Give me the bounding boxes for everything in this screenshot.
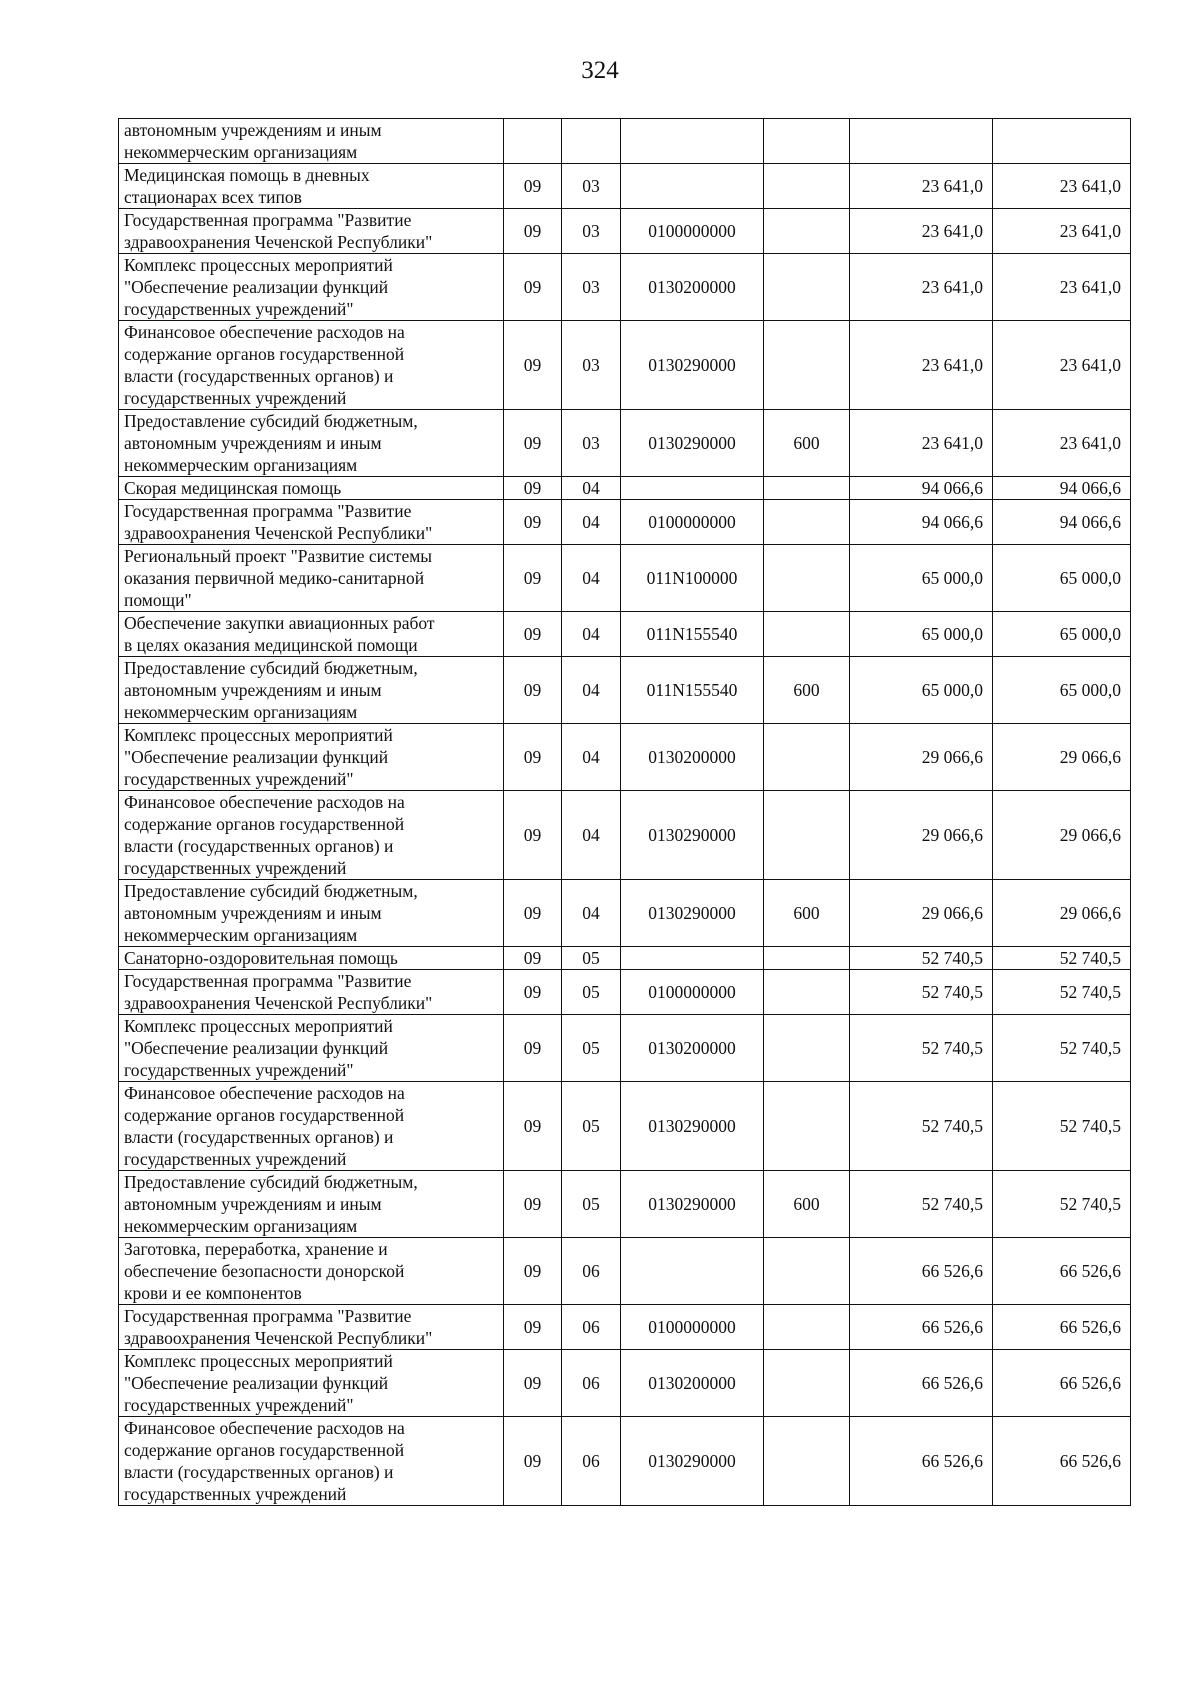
- cell-expense-type: [764, 477, 850, 500]
- cell-subsection: 04: [562, 500, 621, 545]
- cell-amount-1: 65 000,0: [850, 657, 993, 724]
- cell-section: 09: [504, 1171, 562, 1238]
- cell-section: 09: [504, 612, 562, 657]
- cell-target-article: 0130290000: [621, 791, 764, 880]
- cell-amount-2: 52 740,5: [993, 947, 1131, 970]
- cell-expense-type: [764, 321, 850, 410]
- cell-amount-2: 52 740,5: [993, 970, 1131, 1015]
- table-row: [119, 880, 1131, 947]
- cell-amount-2: 52 740,5: [993, 1082, 1131, 1171]
- cell-amount-1: 65 000,0: [850, 545, 993, 612]
- cell-target-article: 0130290000: [621, 321, 764, 410]
- table-row: [119, 545, 1131, 612]
- cell-amount-2: 66 526,6: [993, 1305, 1131, 1350]
- cell-amount-2: 23 641,0: [993, 410, 1131, 477]
- cell-expense-type: [764, 545, 850, 612]
- cell-name: Медицинская помощь в дневных стационарах всех типов: [119, 164, 504, 209]
- cell-subsection: 05: [562, 1171, 621, 1238]
- cell-expense-type: [764, 254, 850, 321]
- cell-amount-2: 65 000,0: [993, 657, 1131, 724]
- cell-target-article: [621, 477, 764, 500]
- cell-expense-type: [764, 970, 850, 1015]
- cell-target-article: 011N155540: [621, 657, 764, 724]
- cell-expense-type: [764, 1082, 850, 1171]
- cell-subsection: 05: [562, 1082, 621, 1171]
- cell-amount-1: 29 066,6: [850, 791, 993, 880]
- cell-target-article: 0100000000: [621, 1305, 764, 1350]
- table-row: [119, 1082, 1131, 1171]
- cell-section: 09: [504, 947, 562, 970]
- cell-expense-type: [764, 119, 850, 164]
- cell-subsection: 04: [562, 612, 621, 657]
- cell-amount-1: 23 641,0: [850, 164, 993, 209]
- cell-subsection: 04: [562, 477, 621, 500]
- cell-subsection: 06: [562, 1305, 621, 1350]
- table-row: [119, 119, 1131, 164]
- cell-section: 09: [504, 657, 562, 724]
- cell-amount-2: [993, 119, 1131, 164]
- cell-name: Предоставление субсидий бюджетным, автономным учреждениям и иным некоммерческим организациям: [119, 410, 504, 477]
- cell-subsection: 05: [562, 970, 621, 1015]
- cell-subsection: 06: [562, 1417, 621, 1506]
- cell-name: Заготовка, переработка, хранение и обеспечение безопасности донорской крови и ее компонентов: [119, 1238, 504, 1305]
- cell-expense-type: [764, 164, 850, 209]
- cell-section: 09: [504, 209, 562, 254]
- cell-name: Финансовое обеспечение расходов на содержание органов государственной власти (государственных органов) и государственных учреждений: [119, 791, 504, 880]
- cell-amount-1: 52 740,5: [850, 1171, 993, 1238]
- cell-subsection: 04: [562, 545, 621, 612]
- cell-amount-2: 29 066,6: [993, 724, 1131, 791]
- cell-target-article: 0100000000: [621, 500, 764, 545]
- cell-amount-2: 94 066,6: [993, 477, 1131, 500]
- cell-target-article: 0130290000: [621, 1417, 764, 1506]
- cell-section: 09: [504, 477, 562, 500]
- cell-name: Финансовое обеспечение расходов на содержание органов государственной власти (государственных органов) и государственных учреждений: [119, 321, 504, 410]
- cell-amount-1: 66 526,6: [850, 1350, 993, 1417]
- cell-amount-1: 66 526,6: [850, 1305, 993, 1350]
- cell-amount-1: 23 641,0: [850, 209, 993, 254]
- table-row: [119, 1417, 1131, 1506]
- cell-expense-type: 600: [764, 880, 850, 947]
- cell-amount-2: 65 000,0: [993, 612, 1131, 657]
- cell-amount-1: 94 066,6: [850, 500, 993, 545]
- cell-section: 09: [504, 724, 562, 791]
- cell-name: Предоставление субсидий бюджетным, автономным учреждениям и иным некоммерческим организациям: [119, 1171, 504, 1238]
- cell-section: [504, 119, 562, 164]
- cell-name: Комплекс процессных мероприятий "Обеспечение реализации функций государственных учреждений": [119, 724, 504, 791]
- cell-subsection: 03: [562, 209, 621, 254]
- cell-amount-2: 94 066,6: [993, 500, 1131, 545]
- page-number: 324: [581, 57, 619, 84]
- cell-subsection: 05: [562, 1015, 621, 1082]
- table-row: [119, 1350, 1131, 1417]
- cell-section: 09: [504, 500, 562, 545]
- cell-expense-type: 600: [764, 410, 850, 477]
- cell-amount-2: 23 641,0: [993, 209, 1131, 254]
- cell-section: 09: [504, 1305, 562, 1350]
- table-row: [119, 970, 1131, 1015]
- cell-name: Комплекс процессных мероприятий "Обеспечение реализации функций государственных учреждений": [119, 254, 504, 321]
- cell-expense-type: [764, 500, 850, 545]
- cell-subsection: 03: [562, 254, 621, 321]
- cell-target-article: 0130200000: [621, 1015, 764, 1082]
- table-row: [119, 500, 1131, 545]
- cell-subsection: 04: [562, 791, 621, 880]
- cell-subsection: 04: [562, 657, 621, 724]
- cell-expense-type: 600: [764, 1171, 850, 1238]
- cell-expense-type: [764, 1305, 850, 1350]
- table-row: [119, 410, 1131, 477]
- cell-target-article: 0130200000: [621, 1350, 764, 1417]
- cell-amount-1: 94 066,6: [850, 477, 993, 500]
- cell-expense-type: [764, 1350, 850, 1417]
- cell-section: 09: [504, 164, 562, 209]
- cell-subsection: 06: [562, 1238, 621, 1305]
- cell-subsection: [562, 119, 621, 164]
- cell-target-article: 0130290000: [621, 1082, 764, 1171]
- table-row: [119, 657, 1131, 724]
- table-body: [119, 119, 1131, 1506]
- cell-name: Скорая медицинская помощь: [119, 477, 504, 500]
- table-row: [119, 947, 1131, 970]
- cell-amount-2: 23 641,0: [993, 321, 1131, 410]
- cell-target-article: [621, 1238, 764, 1305]
- cell-amount-2: 23 641,0: [993, 254, 1131, 321]
- cell-expense-type: [764, 1015, 850, 1082]
- cell-expense-type: [764, 1417, 850, 1506]
- cell-subsection: 03: [562, 164, 621, 209]
- cell-expense-type: [764, 791, 850, 880]
- cell-name: Обеспечение закупки авиационных работ в целях оказания медицинской помощи: [119, 612, 504, 657]
- cell-section: 09: [504, 880, 562, 947]
- table-row: [119, 612, 1131, 657]
- cell-amount-1: 23 641,0: [850, 321, 993, 410]
- cell-target-article: 011N155540: [621, 612, 764, 657]
- cell-target-article: [621, 164, 764, 209]
- cell-amount-2: 66 526,6: [993, 1238, 1131, 1305]
- cell-amount-2: 23 641,0: [993, 164, 1131, 209]
- cell-target-article: 0130290000: [621, 880, 764, 947]
- cell-target-article: [621, 947, 764, 970]
- cell-name: Региональный проект "Развитие системы оказания первичной медико-санитарной помощи": [119, 545, 504, 612]
- table-row: [119, 1015, 1131, 1082]
- cell-amount-1: 66 526,6: [850, 1417, 993, 1506]
- table-row: [119, 477, 1131, 500]
- cell-section: 09: [504, 254, 562, 321]
- cell-target-article: [621, 119, 764, 164]
- table-row: [119, 1305, 1131, 1350]
- cell-name: Комплекс процессных мероприятий "Обеспечение реализации функций государственных учреждений": [119, 1350, 504, 1417]
- cell-subsection: 06: [562, 1350, 621, 1417]
- cell-amount-1: 29 066,6: [850, 880, 993, 947]
- cell-amount-1: 29 066,6: [850, 724, 993, 791]
- table-row: [119, 209, 1131, 254]
- cell-section: 09: [504, 410, 562, 477]
- cell-amount-2: 52 740,5: [993, 1171, 1131, 1238]
- cell-name: Предоставление субсидий бюджетным, автономным учреждениям и иным некоммерческим организациям: [119, 657, 504, 724]
- cell-name: Комплекс процессных мероприятий "Обеспечение реализации функций государственных учреждений": [119, 1015, 504, 1082]
- cell-amount-2: 66 526,6: [993, 1350, 1131, 1417]
- cell-subsection: 03: [562, 410, 621, 477]
- cell-subsection: 04: [562, 880, 621, 947]
- table-row: [119, 724, 1131, 791]
- cell-section: 09: [504, 1238, 562, 1305]
- cell-name: Государственная программа "Развитие здравоохранения Чеченской Республики": [119, 1305, 504, 1350]
- cell-section: 09: [504, 791, 562, 880]
- cell-name: Финансовое обеспечение расходов на содержание органов государственной власти (государственных органов) и государственных учреждений: [119, 1417, 504, 1506]
- cell-amount-1: 23 641,0: [850, 410, 993, 477]
- cell-amount-1: 52 740,5: [850, 970, 993, 1015]
- cell-section: 09: [504, 1015, 562, 1082]
- cell-name: автономным учреждениям и иным некоммерческим организациям: [119, 119, 504, 164]
- cell-section: 09: [504, 970, 562, 1015]
- cell-amount-1: 23 641,0: [850, 254, 993, 321]
- cell-amount-1: 65 000,0: [850, 612, 993, 657]
- cell-amount-1: [850, 119, 993, 164]
- cell-subsection: 04: [562, 724, 621, 791]
- cell-section: 09: [504, 1082, 562, 1171]
- cell-name: Санаторно-оздоровительная помощь: [119, 947, 504, 970]
- cell-subsection: 05: [562, 947, 621, 970]
- cell-name: Государственная программа "Развитие здравоохранения Чеченской Республики": [119, 209, 504, 254]
- table-row: [119, 164, 1131, 209]
- cell-section: 09: [504, 1417, 562, 1506]
- table-row: [119, 254, 1131, 321]
- cell-target-article: 0130290000: [621, 1171, 764, 1238]
- table-row: [119, 321, 1131, 410]
- cell-name: Государственная программа "Развитие здравоохранения Чеченской Республики": [119, 500, 504, 545]
- cell-target-article: 011N100000: [621, 545, 764, 612]
- cell-target-article: 0100000000: [621, 209, 764, 254]
- cell-target-article: 0130290000: [621, 410, 764, 477]
- cell-amount-1: 66 526,6: [850, 1238, 993, 1305]
- cell-amount-2: 29 066,6: [993, 880, 1131, 947]
- cell-name: Государственная программа "Развитие здравоохранения Чеченской Республики": [119, 970, 504, 1015]
- cell-amount-1: 52 740,5: [850, 947, 993, 970]
- cell-subsection: 03: [562, 321, 621, 410]
- budget-table: [118, 118, 1131, 1506]
- cell-section: 09: [504, 1350, 562, 1417]
- cell-expense-type: [764, 209, 850, 254]
- cell-amount-2: 29 066,6: [993, 791, 1131, 880]
- cell-expense-type: [764, 1238, 850, 1305]
- table-row: [119, 791, 1131, 880]
- cell-expense-type: [764, 612, 850, 657]
- table-row: [119, 1238, 1131, 1305]
- cell-name: Предоставление субсидий бюджетным, автономным учреждениям и иным некоммерческим организациям: [119, 880, 504, 947]
- cell-amount-2: 65 000,0: [993, 545, 1131, 612]
- cell-target-article: 0100000000: [621, 970, 764, 1015]
- cell-target-article: 0130200000: [621, 724, 764, 791]
- table-row: [119, 1171, 1131, 1238]
- cell-amount-2: 52 740,5: [993, 1015, 1131, 1082]
- cell-name: Финансовое обеспечение расходов на содержание органов государственной власти (государственных органов) и государственных учреждений: [119, 1082, 504, 1171]
- cell-expense-type: [764, 947, 850, 970]
- cell-expense-type: 600: [764, 657, 850, 724]
- cell-amount-2: 66 526,6: [993, 1417, 1131, 1506]
- cell-amount-1: 52 740,5: [850, 1082, 993, 1171]
- cell-section: 09: [504, 321, 562, 410]
- cell-amount-1: 52 740,5: [850, 1015, 993, 1082]
- cell-expense-type: [764, 724, 850, 791]
- cell-section: 09: [504, 545, 562, 612]
- cell-target-article: 0130200000: [621, 254, 764, 321]
